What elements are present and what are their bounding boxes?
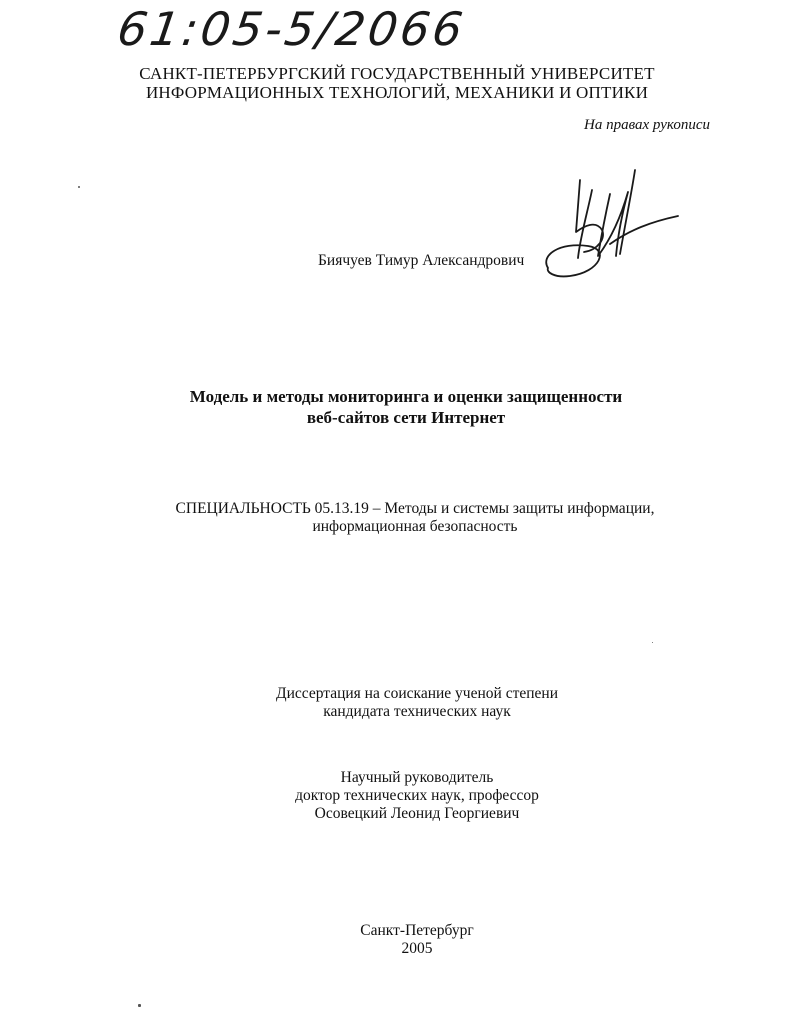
thesis-title-line-2: веб-сайтов сети Интернет — [306, 408, 506, 427]
supervisor-credentials: доктор технических наук, профессор — [295, 787, 539, 804]
thesis-title — [0, 386, 794, 428]
university-line-2: ИНФОРМАЦИОННЫХ ТЕХНОЛОГИЙ, МЕХАНИКИ И ОПТИКИ — [145, 83, 649, 102]
place-and-year — [0, 922, 794, 958]
manuscript-note: На правах рукописи — [584, 117, 710, 133]
archive-code: 61:05-5/2066 — [114, 2, 469, 56]
scan-speck — [652, 642, 653, 643]
degree-statement — [0, 685, 794, 721]
signature-image — [540, 160, 690, 290]
thesis-title-line-1: Модель и методы мониторинга и оценки защищенности — [189, 387, 623, 406]
degree-line-1: Диссертация на соискание ученой степени — [276, 685, 558, 702]
degree-line-2: кандидата технических наук — [323, 703, 511, 720]
city: Санкт-Петербург — [360, 922, 474, 939]
specialty-line-1: СПЕЦИАЛЬНОСТЬ 05.13.19 – Методы и системы защиты информации, — [175, 500, 655, 517]
university-line-1: САНКТ-ПЕТЕРБУРГСКИЙ ГОСУДАРСТВЕННЫЙ УНИВЕРСИТЕТ — [139, 64, 655, 83]
university-name — [0, 64, 794, 102]
specialty-line-2: информационная безопасность — [312, 518, 518, 535]
year: 2005 — [401, 940, 433, 957]
supervisor-name: Осовецкий Леонид Георгиевич — [314, 805, 520, 822]
supervisor-label: Научный руководитель — [340, 769, 494, 786]
specialty — [0, 500, 794, 536]
author-name: Биячуев Тимур Александрович — [318, 252, 525, 269]
scan-speck — [78, 186, 80, 188]
supervisor-block — [0, 769, 794, 823]
scan-speck — [138, 1004, 141, 1007]
